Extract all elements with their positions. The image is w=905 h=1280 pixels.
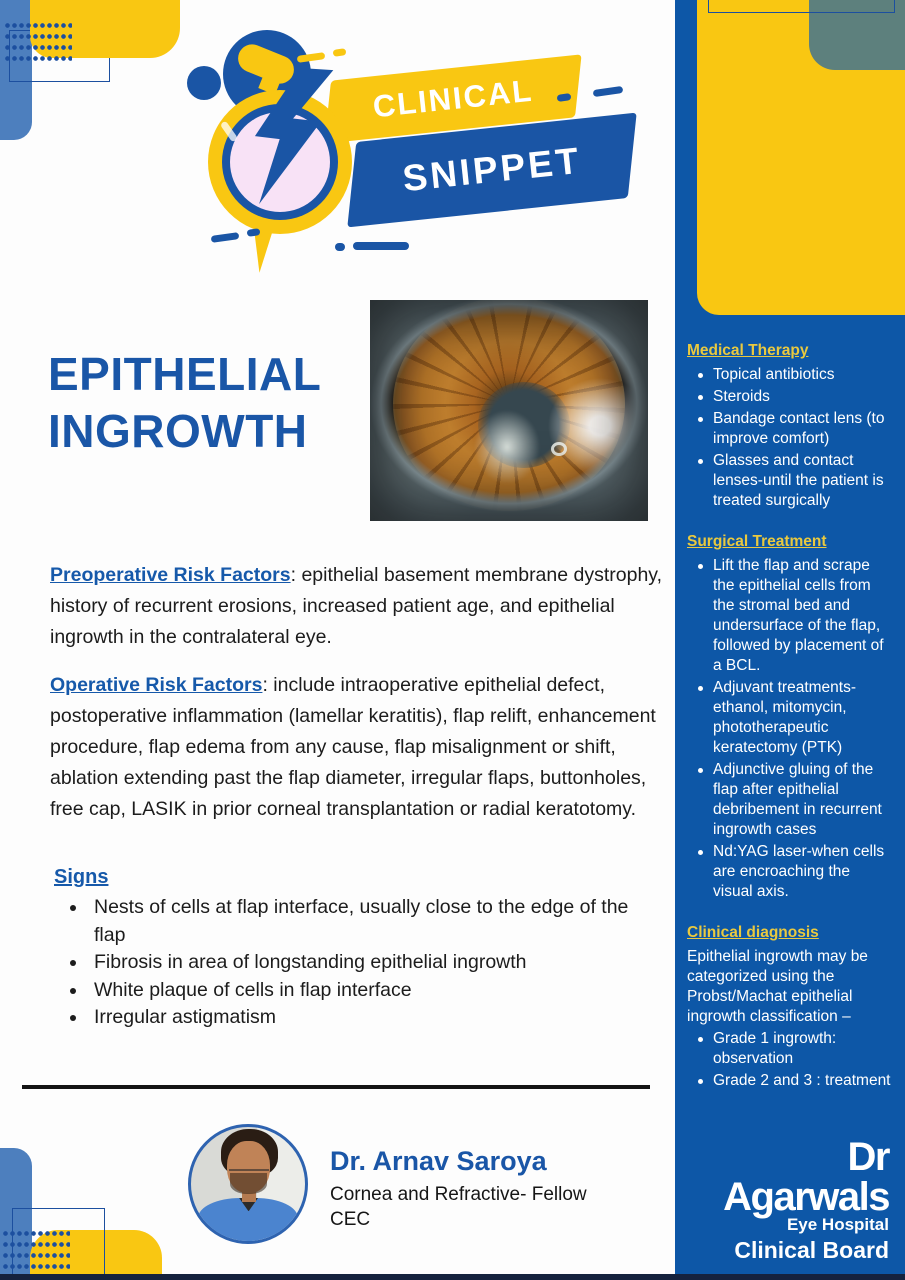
author-role — [330, 1182, 620, 1232]
footer-divider — [22, 1085, 650, 1089]
medical-therapy-item: Glasses and contact lenses-until the patient is treated surgically — [687, 451, 893, 511]
decoration-dot-grid-bottom-left — [2, 1228, 70, 1274]
signs-list — [50, 894, 664, 1032]
surgical-treatment-item: Adjunctive gluing of the flap after epithelial debribement in recurrent ingrowth cases — [687, 760, 893, 840]
clinical-diagnosis-intro: Epithelial ingrowth may be categorized using the Probst/Machat epithelial ingrowth classification – — [687, 948, 868, 1025]
medical-therapy-list — [687, 365, 893, 511]
medical-therapy-heading: Medical Therapy — [687, 342, 809, 359]
lightning-bolt-icon — [231, 68, 349, 233]
logo-text-clinical: CLINICAL — [371, 72, 535, 125]
sidebar — [675, 0, 905, 1280]
clinical-diagnosis-list — [687, 1029, 893, 1091]
surgical-treatment-item: Nd:YAG laser-when cells are encroaching the visual axis. — [687, 842, 893, 902]
preoperative-risk-text: : epithelial basement membrane dystrophy, history of recurrent erosions, increased patient age, and epithelial ingrowth in the contralateral eye. — [50, 564, 663, 648]
clinical-diagnosis-heading: Clinical diagnosis — [687, 924, 819, 941]
decoration-dot-grid-top-left — [4, 20, 72, 62]
sidebar-content — [687, 342, 893, 1113]
medical-therapy-item: Bandage contact lens (to improve comfort) — [687, 409, 893, 449]
cornea-photo-vignette — [370, 300, 648, 521]
operative-risk-paragraph — [50, 670, 664, 825]
dash-decor — [211, 232, 240, 243]
surgical-treatment-item: Lift the flap and scrape the epithelial cells from the stromal bed and undersurface of the flap, followed by placement of a BCL. — [687, 556, 893, 676]
author-role-line: Cornea and Refractive- Fellow — [330, 1184, 587, 1205]
author-name: Dr. Arnav Saroya — [330, 1146, 547, 1176]
author-photo — [188, 1124, 308, 1244]
clinical-diagnosis-section — [687, 924, 893, 1091]
clinical-diagnosis-item: Grade 1 ingrowth: observation — [687, 1029, 893, 1069]
preoperative-risk-paragraph — [50, 560, 664, 653]
hospital-brand-board: Clinical Board — [734, 1237, 889, 1263]
clinical-diagnosis-item: Grade 2 and 3 : treatment — [687, 1071, 893, 1091]
surgical-treatment-list — [687, 556, 893, 902]
hospital-brand-subtitle: Eye Hospital — [786, 1215, 889, 1234]
hospital-brand — [675, 1137, 889, 1264]
author-org: CEC — [330, 1209, 371, 1230]
dash-decor — [333, 48, 347, 57]
page-title-line2: INGROWTH — [48, 405, 308, 457]
signs-list-item: Irregular astigmatism — [50, 1004, 664, 1032]
page-title — [48, 346, 378, 460]
logo-dot — [187, 66, 221, 100]
operative-risk-text: : include intraoperative epithelial defect, postoperative inflammation (lamellar keratitis), flap relift, enhancement procedure, flap edema from any cause, flap misalignment or shift, ablation extending past the flap diameter, irregular flaps, buttonholes, free cap, LASIK in prior corneal transplantation or radial keratotomy. — [50, 674, 656, 820]
signs-list-item: White plaque of cells in flap interface — [50, 977, 664, 1005]
hospital-brand-name: Dr Agarwals — [723, 1135, 889, 1219]
cornea-photo — [370, 300, 648, 521]
medical-therapy-item: Topical antibiotics — [687, 365, 893, 385]
signs-heading: Signs — [54, 866, 109, 888]
medical-therapy-section — [687, 342, 893, 511]
logo-text-snippet: SNIPPET — [400, 139, 584, 200]
dash-decor — [335, 243, 345, 251]
author-photo-beard — [230, 1173, 268, 1195]
surgical-treatment-item: Adjuvant treatments- ethanol, mitomycin, phototherapeutic keratectomy (PTK) — [687, 678, 893, 758]
surgical-treatment-heading: Surgical Treatment — [687, 533, 827, 550]
sidebar-outline-box — [708, 0, 895, 13]
signs-list-item: Fibrosis in area of longstanding epithelial ingrowth — [50, 949, 664, 977]
medical-therapy-item: Steroids — [687, 387, 893, 407]
preoperative-risk-label: Preoperative Risk Factors — [50, 564, 291, 586]
author-photo-glasses — [229, 1161, 269, 1171]
dash-decor — [593, 86, 624, 97]
operative-risk-label: Operative Risk Factors — [50, 674, 263, 696]
clinical-snippet-logo — [185, 28, 637, 276]
dash-decor — [353, 242, 409, 250]
signs-list-item: Nests of cells at flap interface, usually close to the edge of the flap — [50, 894, 664, 949]
bottom-navy-strip — [0, 1274, 905, 1280]
surgical-treatment-section — [687, 533, 893, 902]
page-title-line1: EPITHELIAL — [48, 348, 322, 400]
